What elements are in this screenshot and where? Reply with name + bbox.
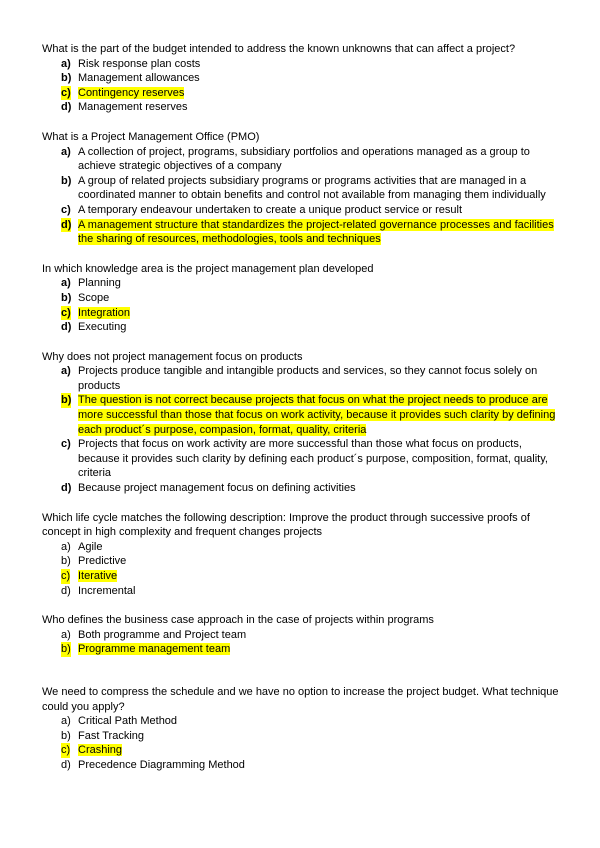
option-letter: b)	[61, 72, 72, 85]
highlighted-answer-text: The question is not correct because projects that focus on what the project needs to produce are more successful than those that focus on work activity, because it provides such clarity by defining each product´s purpose, compasion, format, quality, criteria	[78, 394, 556, 436]
option-text: Scope	[78, 291, 110, 304]
highlighted-answer-text: Iterative	[78, 570, 118, 582]
question-text: Why does not project management focus on products	[42, 350, 303, 363]
option-text: Executing	[78, 321, 127, 334]
answer-option	[42, 554, 560, 569]
answer-option	[42, 174, 560, 203]
answer-options	[42, 364, 560, 495]
option-letter: b)	[61, 643, 71, 656]
answer-option	[42, 714, 560, 729]
option-text: Planning	[78, 277, 121, 290]
highlighted-answer-text: Programme management team	[78, 643, 231, 656]
answer-option	[42, 642, 560, 657]
option-text: Both programme and Project team	[78, 628, 247, 641]
option-text: Precedence Diagramming Method	[78, 758, 245, 771]
question-text: What is the part of the budget intended to address the known unknowns that can affect a project?	[42, 43, 516, 55]
option-letter: b)	[61, 174, 72, 187]
option-text: Agile	[78, 540, 103, 553]
option-letter: b)	[61, 729, 71, 742]
answer-option	[42, 306, 560, 321]
option-letter: a)	[61, 145, 71, 158]
highlighted-answer-text: Contingency reserves	[78, 86, 185, 99]
option-letter: d)	[61, 584, 71, 597]
question-block	[42, 262, 560, 335]
answer-option	[42, 218, 560, 247]
option-letter: c)	[61, 306, 71, 319]
option-text: Fast Tracking	[78, 729, 145, 742]
answer-option	[42, 729, 560, 744]
answer-option	[42, 320, 560, 335]
option-text: Management reserves	[78, 101, 188, 114]
answer-option	[42, 758, 560, 773]
option-text: Critical Path Method	[78, 715, 178, 728]
question-text: In which knowledge area is the project management plan developed	[42, 262, 374, 275]
question-text: Who defines the business case approach in the case of projects within programs	[42, 614, 434, 627]
question-block	[42, 511, 560, 599]
highlighted-answer-text: Integration	[78, 306, 130, 319]
option-text: Projects produce tangible and intangible products and services, so they cannot focus solely on products	[78, 365, 538, 392]
question-block	[42, 130, 560, 247]
answer-option	[42, 540, 560, 555]
question-block	[42, 685, 560, 773]
option-letter: b)	[61, 291, 72, 304]
question-block	[42, 42, 560, 115]
answer-option	[42, 71, 560, 86]
answer-options	[42, 628, 560, 657]
answer-options	[42, 714, 560, 772]
question-block	[42, 613, 560, 657]
answer-options	[42, 145, 560, 247]
answer-option	[42, 743, 560, 758]
highlighted-answer-text: A management structure that standardizes the project-related governance processes and facilities the sharing of resources, methodologies, tools and techniques	[78, 218, 554, 246]
answer-option	[42, 569, 560, 584]
option-text: Incremental	[78, 584, 136, 597]
answer-options	[42, 540, 560, 598]
option-letter: a)	[61, 540, 71, 553]
option-text: Management allowances	[78, 72, 200, 85]
answer-option	[42, 203, 560, 218]
option-letter: a)	[61, 628, 71, 641]
answer-options	[42, 57, 560, 115]
option-text: A collection of project, programs, subsidiary portfolios and operations managed as a group to achieve strategic objectives of a company	[78, 145, 530, 173]
question-text: We need to compress the schedule and we have no option to increase the project budget. What technique could you apply?	[42, 685, 559, 713]
highlighted-answer-text: Crashing	[78, 744, 123, 757]
option-text: A temporary endeavour undertaken to create a unique product service or result	[78, 203, 463, 216]
answer-option	[42, 86, 560, 101]
option-letter: d)	[61, 218, 72, 231]
option-letter: b)	[61, 394, 72, 407]
option-letter: c)	[61, 86, 71, 99]
option-letter: a)	[61, 365, 71, 378]
answer-option	[42, 145, 560, 174]
answer-options	[42, 276, 560, 334]
option-letter: c)	[61, 570, 71, 582]
option-letter: d)	[61, 758, 71, 771]
option-text: Projects that focus on work activity are more successful than those what focus on products, because it provides such clarity by defining each product´s purpose, composition, format, quality, criteria	[78, 438, 548, 480]
question-text: Which life cycle matches the following description: Improve the product through successive proofs of concept in high complexity and frequent changes projects	[42, 511, 530, 539]
answer-option	[42, 276, 560, 291]
answer-option	[42, 364, 560, 393]
answer-option	[42, 628, 560, 643]
option-letter: c)	[61, 438, 71, 451]
answer-option	[42, 437, 560, 481]
answer-option	[42, 481, 560, 496]
question-text: What is a Project Management Office (PMO)	[42, 130, 260, 143]
option-text: A group of related projects subsidiary programs or programs activities that are managed in a coordinated manner to obtain benefits and control not available from managing them individually	[78, 174, 546, 202]
option-text: Predictive	[78, 555, 127, 568]
option-text: Because project management focus on defining activities	[78, 482, 356, 495]
answer-option	[42, 100, 560, 115]
answer-option	[42, 393, 560, 437]
option-letter: a)	[61, 57, 71, 70]
option-letter: a)	[61, 715, 71, 728]
option-text: Risk response plan costs	[78, 57, 201, 70]
option-letter: b)	[61, 555, 71, 568]
option-letter: d)	[61, 101, 72, 114]
option-letter: c)	[61, 744, 71, 757]
option-letter: d)	[61, 321, 72, 334]
option-letter: a)	[61, 277, 71, 290]
question-block	[42, 350, 560, 496]
document-page	[42, 42, 560, 788]
option-letter: c)	[61, 203, 71, 216]
option-letter: d)	[61, 482, 72, 495]
answer-option	[42, 584, 560, 599]
answer-option	[42, 57, 560, 72]
answer-option	[42, 291, 560, 306]
